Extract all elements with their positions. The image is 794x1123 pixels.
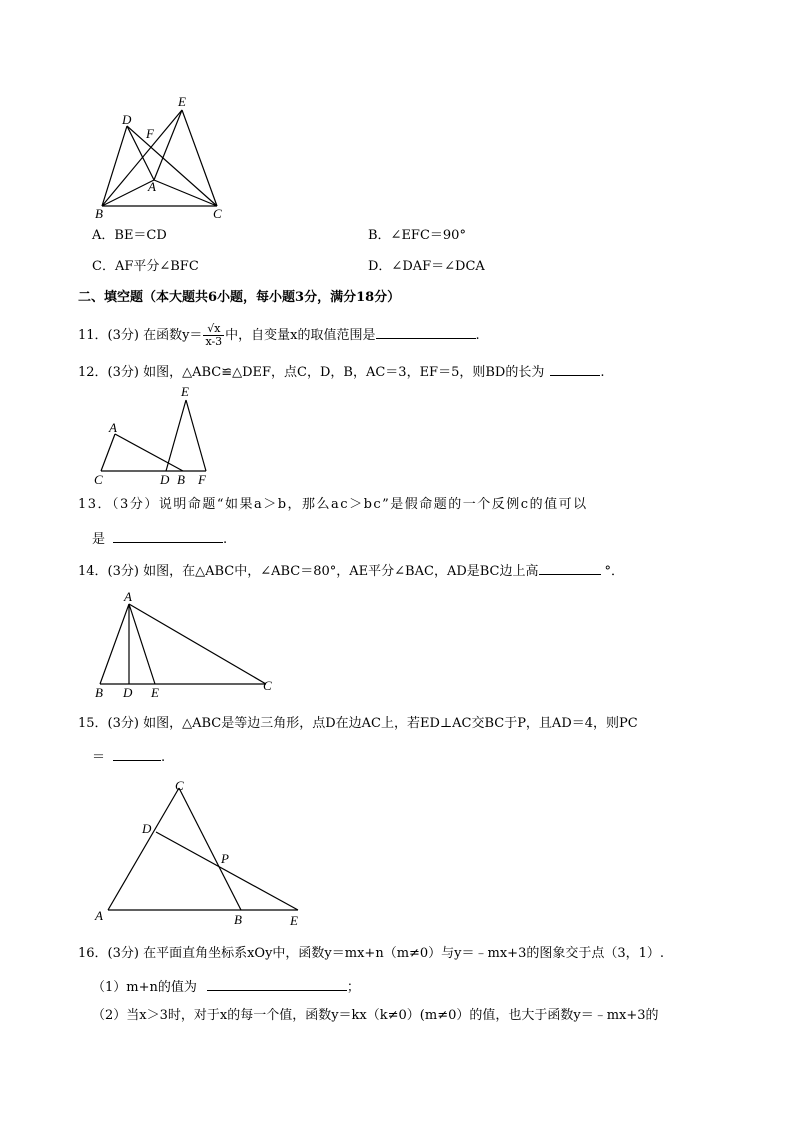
q12-label-f: F: [198, 472, 206, 487]
q10-diagram: [90, 92, 240, 222]
q15-label-e: E: [290, 913, 298, 928]
q13-line2: [92, 528, 227, 549]
q14-figure: [88, 588, 278, 702]
q10-figure: [90, 92, 240, 222]
q15-diagram: [88, 774, 308, 932]
q15-text: 15．(3分) 如图，△ABC是等边三角形，点D在边AC上，若ED⊥AC交BC于P，且AD＝4，则PC: [78, 716, 638, 731]
q13-end: .: [223, 532, 228, 547]
q11-end: .: [475, 328, 480, 343]
q10-label-f: F: [146, 126, 154, 141]
q16-text: 16．(3分) 在平面直角坐标系xOy中，函数y＝mx+n（m≠0）与y＝﹣mx+3的图象交于点（3，1）.: [78, 946, 665, 961]
q14-diagram: [88, 588, 278, 702]
q12-text: 12．(3分) 如图，△ABC≌△DEF，点C，D，B，AC＝3，EF＝5，则BD的长为: [78, 365, 545, 380]
q15-label-b: B: [234, 912, 242, 927]
section-heading: 二、填空题（本大题共6小题，每小题3分，满分18分）: [78, 290, 401, 305]
q12-figure: [90, 384, 220, 490]
q10-option-d: D．∠DAF＝∠DCA: [368, 259, 485, 274]
q14-text: 14．(3分) 如图，在△ABC中，∠ABC＝80°，AE平分∠BAC，AD是BC边上高: [78, 564, 539, 579]
q15-label-c: C: [175, 778, 184, 793]
q10-option-a: A．BE＝CD: [92, 228, 167, 243]
q15-line2: [92, 746, 165, 767]
q14-label-a: A: [124, 589, 132, 604]
q12-label-d: D: [160, 472, 170, 487]
q14-answer-blank: [539, 560, 601, 575]
q14-label-e: E: [151, 685, 159, 700]
q14-label-c: C: [263, 678, 272, 693]
q12-label-e: E: [181, 384, 189, 399]
q12-label-b: B: [177, 472, 185, 487]
q10-label-c: C: [213, 206, 222, 221]
q11-line: [78, 322, 480, 350]
q12-answer-blank: [550, 361, 600, 376]
q15-label-a: A: [95, 908, 103, 923]
q16-line1: [78, 945, 664, 963]
q15-figure: [88, 774, 308, 932]
q10-option-c: C．AF平分∠BFC: [92, 259, 199, 274]
q16-sub1-answer-blank: [207, 976, 347, 991]
q16-sub2-text: （2）当x＞3时，对于x的每一个值，函数y＝kx（k≠0）(m≠0）的值，也大于函数y＝﹣mx+3的: [92, 1008, 659, 1023]
q15-label-p: P: [221, 851, 229, 866]
q13-text: 13．（3分）说明命题“如果a＞b，那么ac＞bc”是假命题的一个反例c的值可以: [78, 497, 588, 512]
q11-fraction: [203, 323, 224, 348]
q12-end: .: [600, 365, 605, 380]
q16-sub1-prefix: （1）m+n的值为: [92, 980, 197, 995]
q15-label-d: D: [142, 821, 152, 836]
q11-fraction-denominator: x-3: [205, 335, 223, 348]
q10-label-b: B: [95, 206, 103, 221]
q11-prefix: 11．(3分) 在函数y＝: [78, 328, 203, 343]
q15-answer-blank: [113, 746, 161, 761]
q15-end: .: [161, 750, 166, 765]
q14-line: [78, 560, 624, 581]
q13-line2-prefix: 是: [92, 532, 106, 547]
q16-sub1-end: ；: [346, 980, 360, 995]
q16-sub1: [92, 976, 360, 997]
q11-answer-blank: [376, 324, 476, 339]
q14-label-b: B: [95, 685, 103, 700]
q12-line: [78, 361, 604, 382]
q14-label-d: D: [123, 685, 133, 700]
q10-label-e: E: [178, 94, 186, 109]
q13-line1: [78, 496, 588, 514]
q10-option-b: B．∠EFC＝90°: [368, 228, 466, 243]
q12-label-a: A: [109, 420, 117, 435]
q14-end: °．: [604, 564, 625, 579]
q11-fraction-numerator: √x: [203, 323, 224, 336]
q13-answer-blank: [113, 528, 223, 543]
q10-label-a: A: [148, 179, 156, 194]
q12-label-c: C: [94, 472, 103, 487]
q15-line1: [78, 715, 638, 733]
q10-label-d: D: [122, 112, 132, 127]
q16-sub2: [92, 1007, 659, 1025]
q15-line2-prefix: ＝: [92, 750, 106, 765]
q11-suffix: 中，自变量x的取值范围是: [225, 328, 376, 343]
